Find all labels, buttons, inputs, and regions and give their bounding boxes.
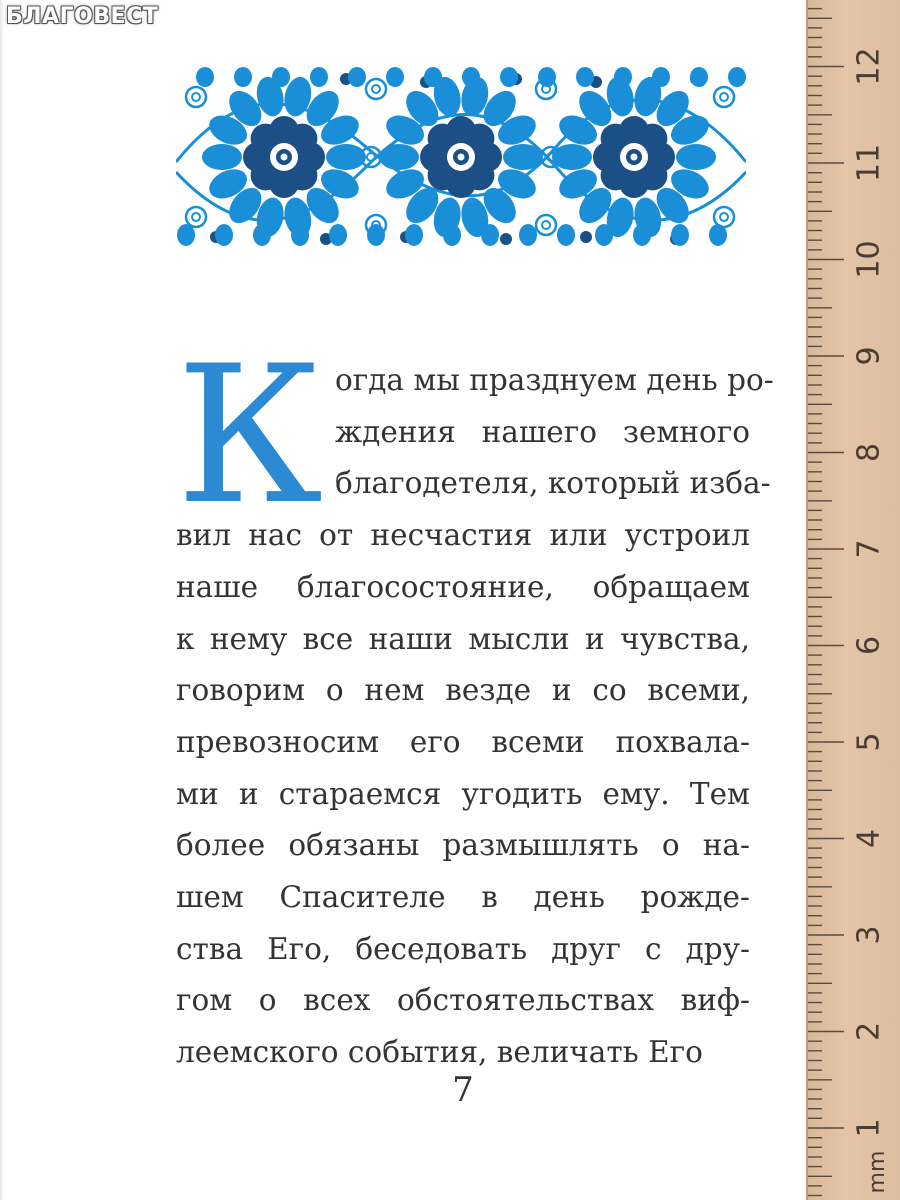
text-line: превозносим его всеми похвала- <box>176 724 750 759</box>
ruler-unit-label: mm <box>865 1150 890 1194</box>
page-edge <box>0 0 4 1200</box>
ruler-label: 12 <box>851 47 887 86</box>
ruler-label: 8 <box>851 442 887 463</box>
ruler-label: 11 <box>851 143 887 183</box>
ruler-label: 10 <box>851 240 887 279</box>
page-number: 7 <box>452 1070 474 1110</box>
ruler-label: 2 <box>851 1021 887 1042</box>
text-line: ми и стараемся угодить ему. Тем <box>176 776 750 811</box>
ruler-label: 5 <box>851 732 887 752</box>
text-line: благодетеля, который изба- <box>335 466 771 501</box>
text-line: наше благосостояние, обращаем <box>176 569 750 604</box>
text-line: более обязаны размышлять о на- <box>176 828 750 863</box>
text-line: ства Его, беседовать друг с дру- <box>176 931 750 966</box>
ruler-label: 7 <box>851 539 887 559</box>
ruler-scale <box>808 0 900 1200</box>
text-line: говорим о нем везде и со всеми, <box>176 673 750 708</box>
measuring-ruler <box>806 0 900 1200</box>
text-line: к нему все наши мысли и чувства, <box>176 621 750 656</box>
drop-cap: К <box>176 325 324 546</box>
text-line: леемского события, величать Его <box>176 1035 703 1070</box>
text-line: ждения нашего земного <box>335 414 750 449</box>
ruler-label: 3 <box>851 925 887 945</box>
text-line: шем Спасителе в день рожде- <box>176 880 750 915</box>
text-line: гом о всех обстоятельствах виф- <box>176 983 750 1018</box>
ruler-label: 6 <box>851 635 887 656</box>
ruler-label: 4 <box>851 828 887 849</box>
floral-band-ornament-icon <box>176 67 746 247</box>
ruler-label: 1 <box>851 1118 887 1138</box>
text-line: вил нас от несчастия или устроил <box>176 518 750 553</box>
ruler-label: 9 <box>851 346 887 366</box>
text-line: огда мы празднуем день ро- <box>335 363 774 397</box>
watermark-logo: БЛАГОВЕСТ <box>6 4 159 29</box>
body-text <box>176 325 774 1079</box>
